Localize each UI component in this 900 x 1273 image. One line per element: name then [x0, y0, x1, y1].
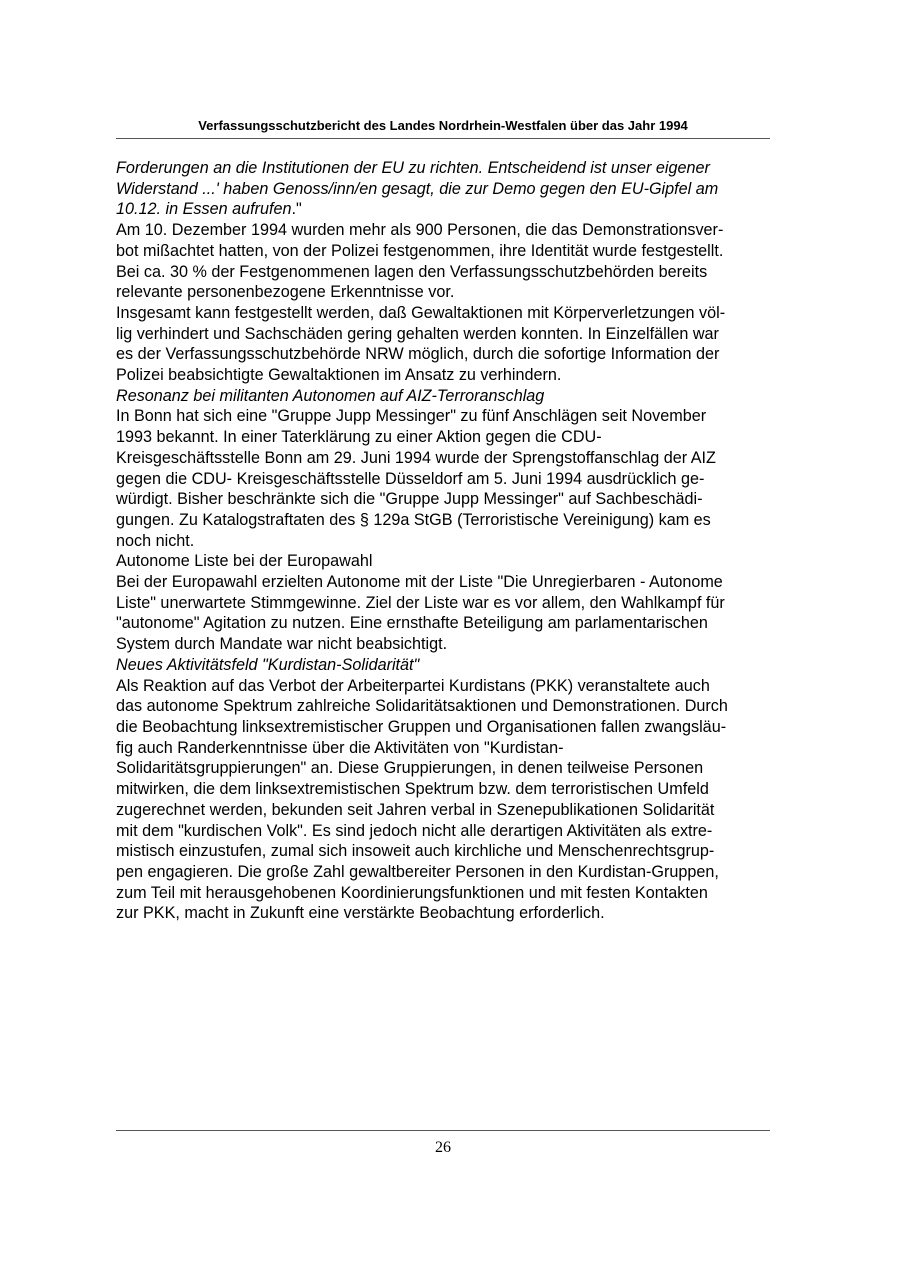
- body-line: Forderungen an die Institutionen der EU zu richten. Entscheidend ist unser eigener: [116, 159, 710, 177]
- body-line: es der Verfassungsschutzbehörde NRW möglich, durch die sofortige Information der: [116, 345, 720, 364]
- body-line: "autonome" Agitation zu nutzen. Eine ernsthafte Beteiligung am parlamentarischen: [116, 614, 708, 633]
- body-line: zum Teil mit herausgehobenen Koordinierungsfunktionen und mit festen Kontakten: [116, 883, 708, 902]
- page-body: [116, 158, 776, 924]
- body-line: Bei ca. 30 % der Festgenommenen lagen den Verfassungsschutzbehörden bereits: [116, 262, 708, 281]
- body-line: gungen. Zu Katalogstraftaten des § 129a StGB (Terroristische Vereinigung) kam es: [116, 510, 711, 529]
- section-heading-europawahl: Autonome Liste bei der Europawahl: [116, 552, 373, 571]
- body-line: System durch Mandate war nicht beabsichtigt.: [116, 635, 448, 654]
- body-line: mitwirken, die dem linksextremistischen Spektrum bzw. dem terroristischen Umfeld: [116, 780, 709, 799]
- body-line-closing-quote: .": [291, 200, 302, 219]
- body-line: fig auch Randerkenntnisse über die Aktivitäten von "Kurdistan-: [116, 738, 564, 757]
- body-line: relevante personenbezogene Erkenntnisse vor.: [116, 283, 455, 302]
- body-line: Am 10. Dezember 1994 wurden mehr als 900 Personen, die das Demonstrationsver-: [116, 221, 724, 240]
- section-heading-aiz: Resonanz bei militanten Autonomen auf AIZ-Terroranschlag: [116, 386, 545, 405]
- body-line-italic-part: 10.12. in Essen aufrufen: [116, 200, 292, 219]
- body-line: Kreisgeschäftsstelle Bonn am 29. Juni 1994 wurde der Sprengstoffanschlag der AIZ: [116, 448, 716, 467]
- body-line: würdigt. Bisher beschränkte sich die "Gruppe Jupp Messinger" auf Sachbeschädi-: [116, 490, 703, 509]
- running-header: Verfassungsschutzbericht des Landes Nordrhein-Westfalen über das Jahr 1994: [198, 118, 688, 133]
- section-heading-kurdistan: Neues Aktivitätsfeld "Kurdistan-Solidarität": [116, 655, 420, 674]
- body-line: lig verhindert und Sachschäden gering gehalten werden konnten. In Einzelfällen war: [116, 324, 719, 343]
- body-line: mistisch einzustufen, zumal sich insoweit auch kirchliche und Menschenrechtsgrup-: [116, 842, 715, 861]
- body-line: die Beobachtung linksextremistischer Gruppen und Organisationen fallen zwangsläu-: [116, 717, 727, 736]
- body-line: Liste" unerwartete Stimmgewinne. Ziel der Liste war es vor allem, den Wahlkampf für: [116, 593, 725, 612]
- body-line: 1993 bekannt. In einer Taterklärung zu einer Aktion gegen die CDU-: [116, 428, 602, 447]
- body-line: Solidaritätsgruppierungen" an. Diese Gruppierungen, in denen teilweise Personen: [116, 759, 704, 778]
- header-divider: [116, 138, 770, 139]
- body-line: mit dem "kurdischen Volk". Es sind jedoch nicht alle derartigen Aktivitäten als extre-: [116, 821, 713, 840]
- body-line: bot mißachtet hatten, von der Polizei festgenommen, ihre Identität wurde festgestellt.: [116, 241, 724, 260]
- footer-divider: [116, 1130, 770, 1131]
- body-line: zur PKK, macht in Zukunft eine verstärkte Beobachtung erforderlich.: [116, 904, 605, 923]
- body-line: Als Reaktion auf das Verbot der Arbeiterpartei Kurdistans (PKK) veranstaltete auch: [116, 676, 710, 695]
- body-line: das autonome Spektrum zahlreiche Solidaritätsaktionen und Demonstrationen. Durch: [116, 697, 728, 716]
- body-line: pen engagieren. Die große Zahl gewaltbereiter Personen in den Kurdistan-Gruppen,: [116, 862, 719, 881]
- body-line: [116, 199, 776, 220]
- body-line: noch nicht.: [116, 531, 195, 550]
- page-number: 26: [435, 1139, 451, 1156]
- body-line: Widerstand ...' haben Genoss/inn/en gesagt, die zur Demo gegen den EU-Gipfel am: [116, 179, 719, 198]
- body-line: In Bonn hat sich eine "Gruppe Jupp Messinger" zu fünf Anschlägen seit November: [116, 407, 707, 426]
- body-line: gegen die CDU- Kreisgeschäftsstelle Düsseldorf am 5. Juni 1994 ausdrücklich ge-: [116, 469, 705, 488]
- body-line: Bei der Europawahl erzielten Autonome mit der Liste "Die Unregierbaren - Autonome: [116, 573, 723, 592]
- body-line: Polizei beabsichtigte Gewaltaktionen im Ansatz zu verhindern.: [116, 366, 562, 385]
- body-line: Insgesamt kann festgestellt werden, daß Gewaltaktionen mit Körperverletzungen völ-: [116, 303, 726, 322]
- body-line: zugerechnet werden, bekunden seit Jahren verbal in Szenepublikationen Solidarität: [116, 800, 715, 819]
